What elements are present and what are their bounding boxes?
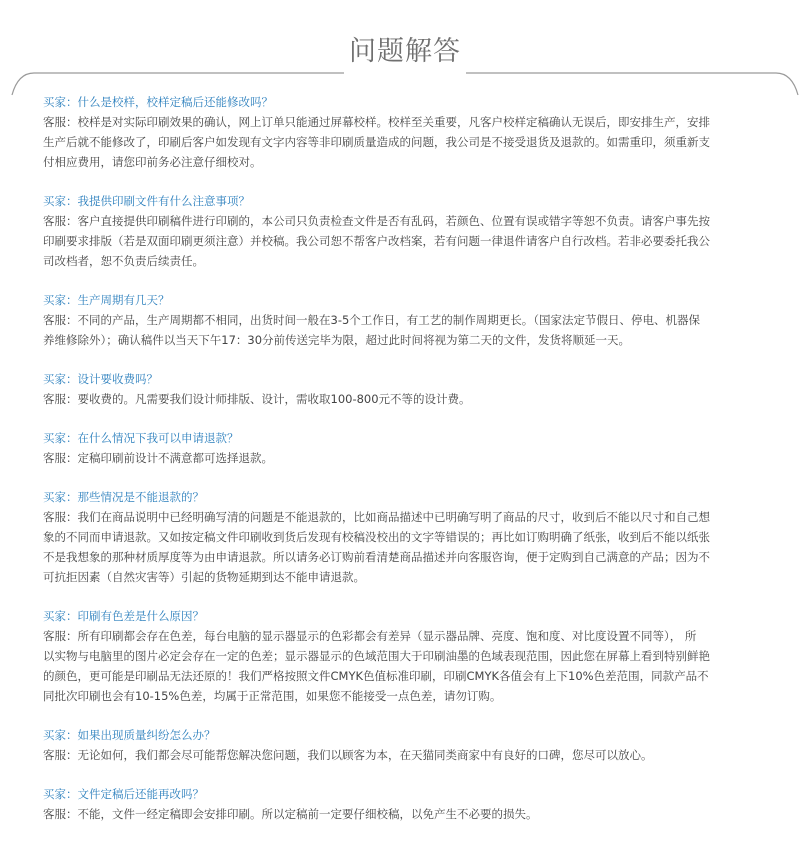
faq-answer-line: 客服：不同的产品，生产周期都不相同，出货时间一般在3-5个工作日，有工艺的制作周期更长。（国家法定节假日、停电、机器保 [43, 313, 701, 327]
faq-list [43, 92, 759, 843]
faq-question: 买家：印刷有色差是什么原因？ [43, 609, 204, 623]
faq-item [43, 369, 759, 409]
faq-answer-line: 的颜色，更可能是印刷品无法还原的！我们严格按照文件CMYK色值标准印刷，印刷CMYK各值会有上下10%色差范围，同款产品不 [43, 669, 709, 683]
faq-answer [43, 310, 759, 350]
faq-answer [43, 389, 759, 409]
faq-answer-line: 印刷要求排版（若是双面印刷更须注意）并校稿。我公司恕不帮客户改档案，若有问题一律退件请客户自行改档。若非必要委托我公 [43, 234, 710, 248]
faq-item [43, 725, 759, 765]
faq-answer-line: 客服：校样是对实际印刷效果的确认，网上订单只能通过屏幕校样。校样至关重要，凡客户校样定稿确认无误后，即安排生产，安排 [43, 115, 710, 129]
faq-answer-line: 司改档者，恕不负责后续责任。 [43, 254, 204, 268]
faq-answer-line: 象的不同而申请退款。又如按定稿文件印刷收到货后发现有校稿没校出的文字等错误的；再比如订购明确了纸张，收到后不能以纸张 [43, 530, 710, 544]
faq-answer-line: 生产后就不能修改了，印刷后客户如发现有文字内容等非印刷质量造成的问题，我公司是不接受退货及退款的。如需重印，须重新支 [43, 135, 710, 149]
faq-answer-line: 客服：无论如何，我们都会尽可能帮您解决您问题，我们以顾客为本，在天猫同类商家中有良好的口碑，您尽可以放心。 [43, 748, 653, 762]
faq-question: 买家：如果出现质量纠纷怎么办？ [43, 728, 216, 742]
faq-item [43, 290, 759, 350]
faq-answer-line: 养维修除外）；确认稿件以当天下午17：30分前传送完毕为限，超过此时间将视为第二天的文件，发货将顺延一天。 [43, 333, 631, 347]
faq-answer-line: 客服：定稿印刷前设计不满意都可选择退款。 [43, 451, 273, 465]
faq-question: 买家：文件定稿后还能再改吗？ [43, 787, 204, 801]
faq-answer [43, 745, 759, 765]
faq-answer [43, 626, 759, 706]
faq-question: 买家：在什么情况下我可以申请退款？ [43, 431, 239, 445]
faq-answer-line: 可抗拒因素（自然灾害等）引起的货物延期到达不能申请退款。 [43, 570, 365, 584]
faq-answer [43, 804, 759, 824]
faq-answer-line: 同批次印刷也会有10-15%色差，均属于正常范围，如果您不能接受一点色差，请勿订购。 [43, 689, 502, 703]
faq-answer [43, 112, 759, 172]
faq-answer-line: 以实物与电脑里的图片必定会存在一定的色差；显示器显示的色域范围大于印刷油墨的色域表现范围，因此您在屏幕上看到特别鲜艳 [43, 649, 710, 663]
faq-question: 买家：我提供印刷文件有什么注意事项？ [43, 194, 250, 208]
faq-answer [43, 448, 759, 468]
faq-answer-line: 付相应费用，请您印前务必注意仔细校对。 [43, 155, 262, 169]
faq-item [43, 92, 759, 172]
faq-question: 买家：生产周期有几天？ [43, 293, 170, 307]
faq-question: 买家：那些情况是不能退款的？ [43, 490, 204, 504]
faq-question: 买家：什么是校样，校样定稿后还能修改吗？ [43, 95, 273, 109]
faq-answer-line: 客服：客户直接提供印刷稿件进行印刷的，本公司只负责检查文件是否有乱码，若颜色、位置有误或错字等恕不负责。请客户事先按 [43, 214, 710, 228]
faq-item [43, 191, 759, 271]
faq-item [43, 487, 759, 587]
faq-question: 买家：设计要收费吗？ [43, 372, 158, 386]
faq-answer-line: 不是我想象的那种材质厚度等为由申请退款。所以请务必订购前看清楚商品描述并向客服咨询，便于定购到自己满意的产品；因为不 [43, 550, 710, 564]
faq-answer-line: 客服：不能，文件一经定稿即会安排印刷。所以定稿前一定要仔细校稿，以免产生不必要的损失。 [43, 807, 538, 821]
faq-item [43, 784, 759, 824]
faq-answer [43, 211, 759, 271]
faq-answer-line: 客服：所有印刷都会存在色差，每台电脑的显示器显示的色彩都会有差异（显示器品牌、亮度、饱和度、对比度设置不同等）， 所 [43, 629, 697, 643]
faq-item [43, 428, 759, 468]
faq-item [43, 606, 759, 706]
faq-answer [43, 507, 759, 587]
faq-answer-line: 客服：要收费的。凡需要我们设计师排版、设计，需收取100-800元不等的设计费。 [43, 392, 471, 406]
page-title: 问题解答 [349, 36, 461, 67]
faq-answer-line: 客服：我们在商品说明中已经明确写清的问题是不能退款的，比如商品描述中已明确写明了商品的尺寸，收到后不能以尺寸和自己想 [43, 510, 710, 524]
